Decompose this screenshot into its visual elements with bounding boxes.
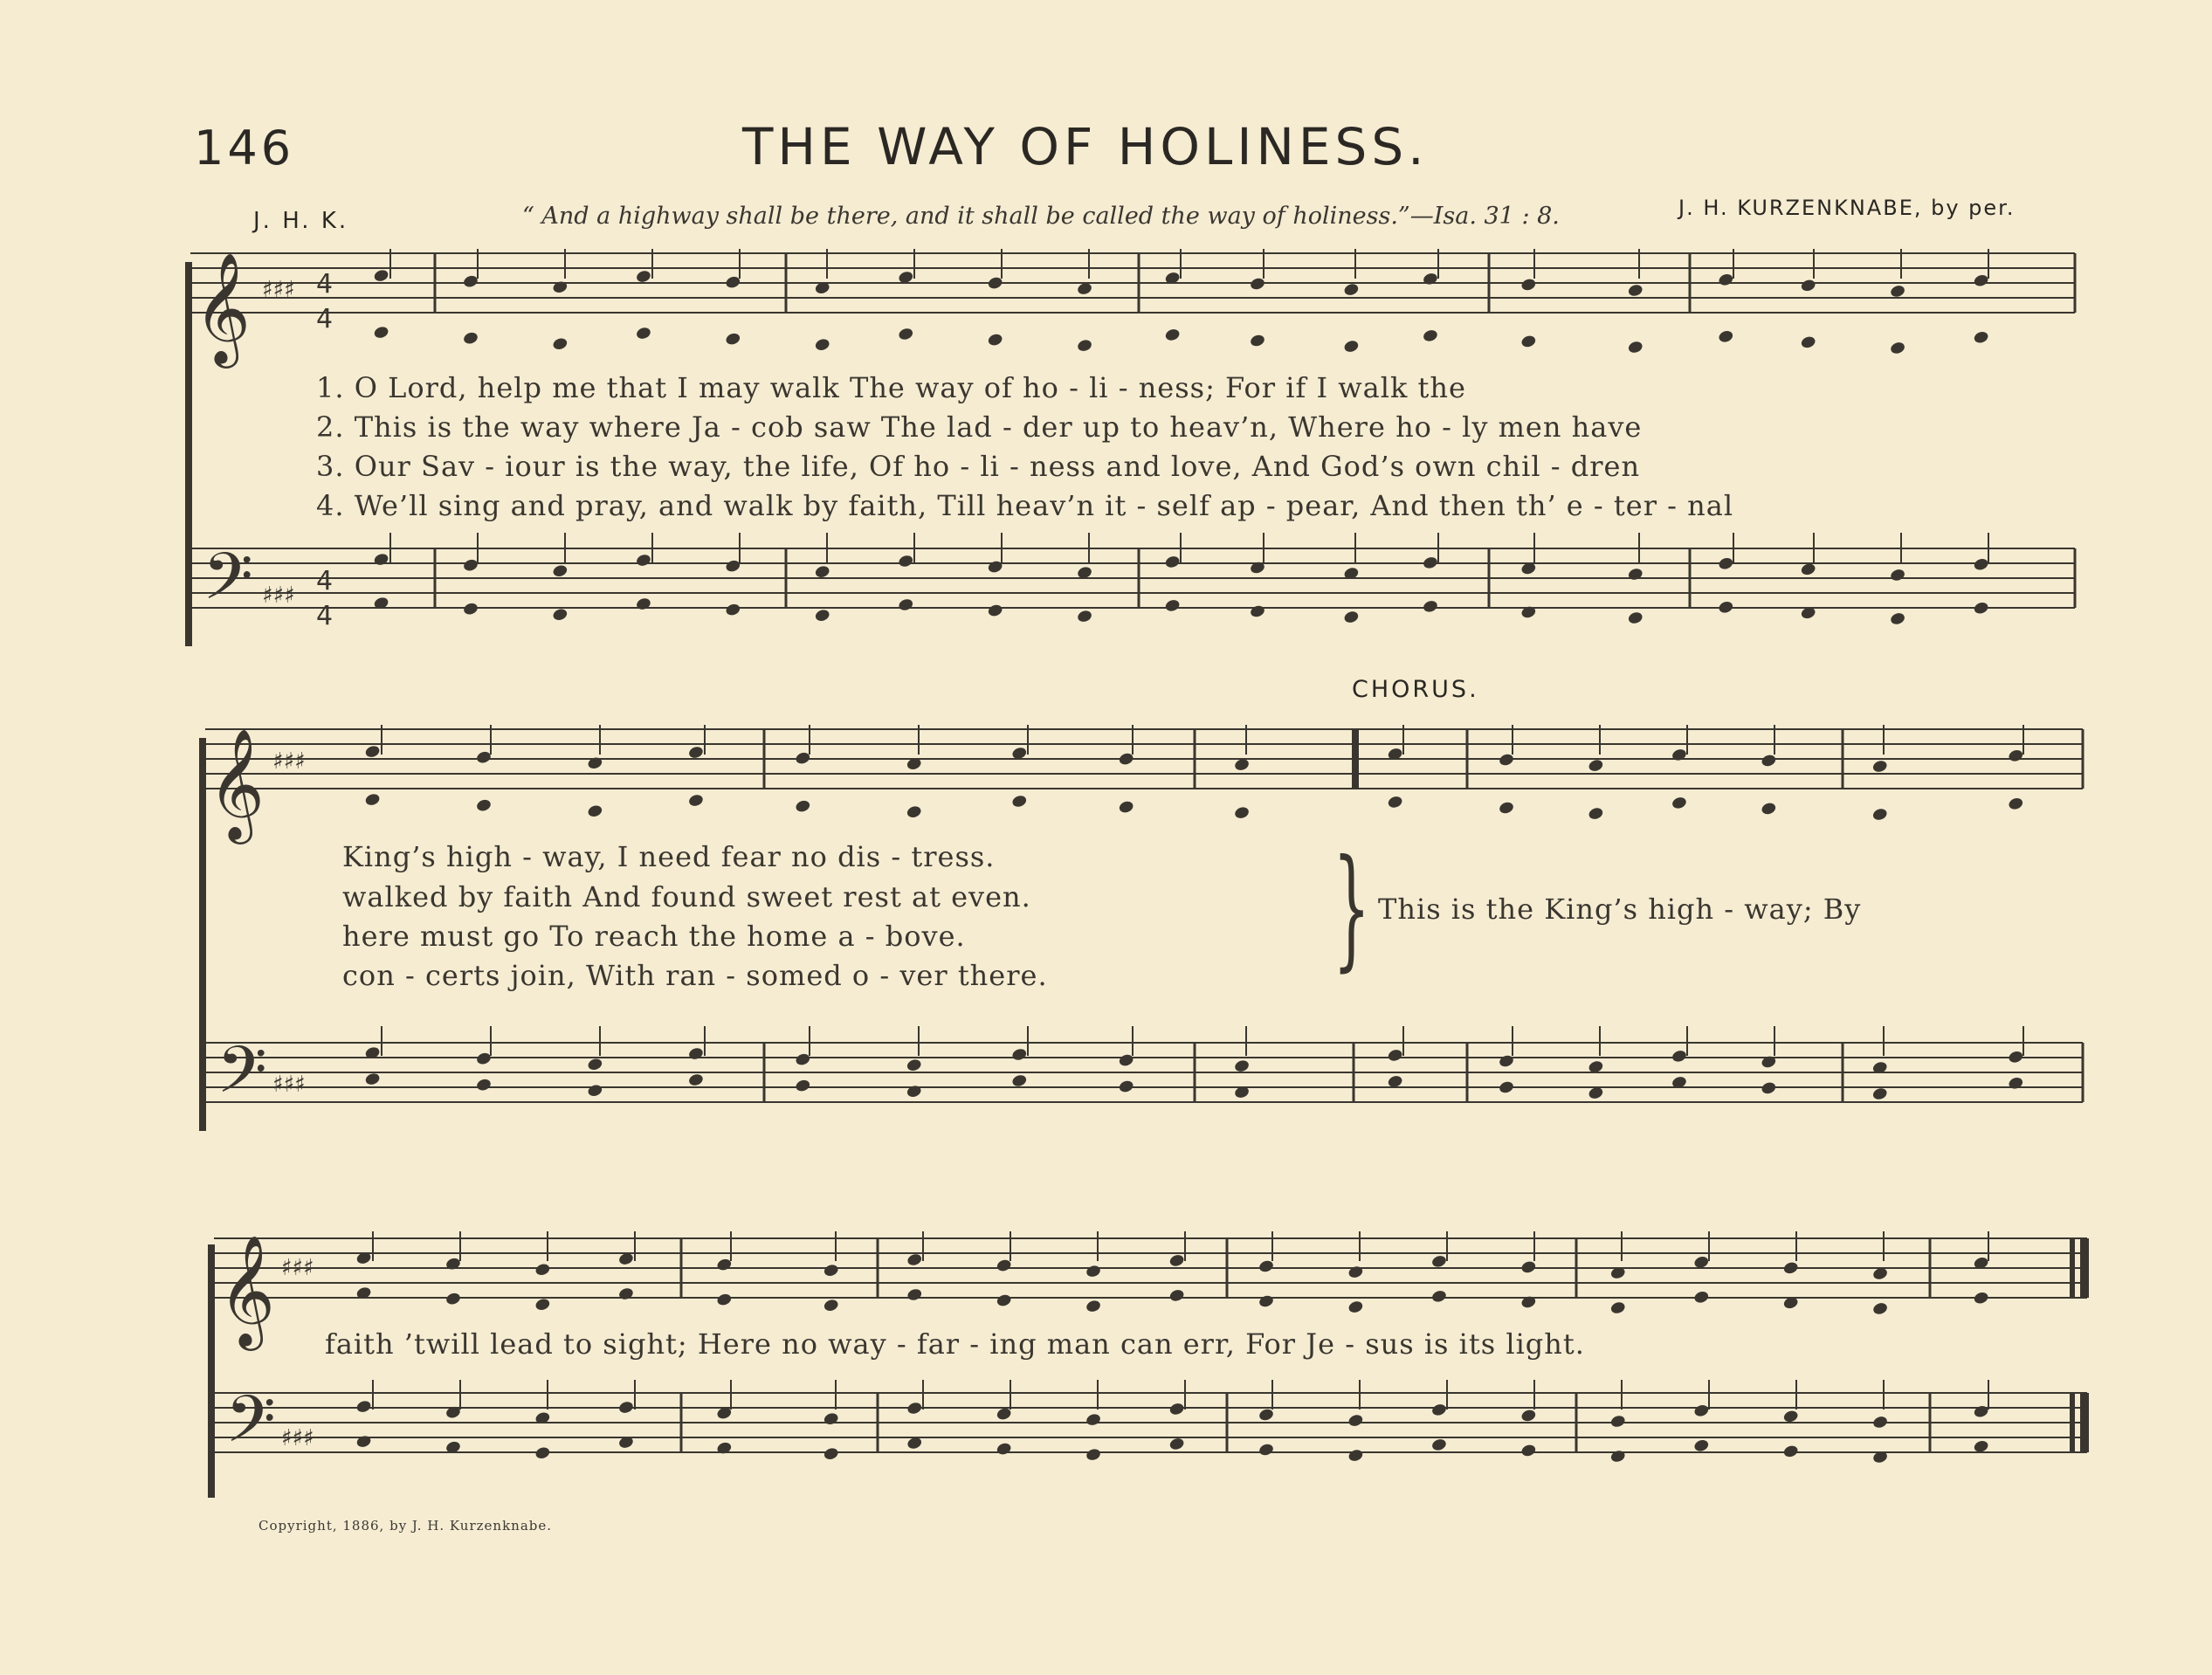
scripture-epigraph: “ And a highway shall be there, and it shall be called the way of holiness.”—Isa. 31 : 8. [522, 203, 1560, 230]
note-head [814, 337, 830, 352]
note-head [534, 1445, 551, 1460]
note-head [364, 1072, 381, 1086]
note-head [1258, 1443, 1274, 1458]
verse-3-line: 3. Our Sav - iour is the way, the life, Of ho - li - ness and love, And God’s own chil - dren [316, 450, 1641, 483]
note-head [2008, 1050, 2024, 1065]
note-head [1164, 327, 1181, 342]
note-head [1168, 1288, 1185, 1303]
copyright-notice: Copyright, 1886, by J. H. Kurzenknabe. [258, 1518, 553, 1534]
note-head [1973, 1404, 1989, 1419]
time-signature: 4 [316, 304, 334, 334]
note-head [716, 1292, 733, 1307]
note-head [587, 1057, 603, 1072]
note-head [635, 326, 651, 341]
note-head [373, 268, 389, 283]
note-head [1520, 1444, 1537, 1458]
note-head [462, 274, 479, 289]
note-head [1871, 759, 1888, 774]
note-head [1347, 1413, 1364, 1428]
final-bar-line [2080, 1393, 2089, 1452]
note-head [2008, 748, 2024, 763]
note-head [898, 597, 914, 612]
note-head [462, 558, 479, 573]
repeat-bar [1352, 729, 1359, 789]
note-head [475, 750, 492, 765]
note-head [906, 804, 922, 819]
bass-clef-icon: 𝄢 [203, 539, 253, 631]
note-head [1872, 1415, 1889, 1430]
note-head [1588, 806, 1604, 821]
key-signature-sharps: ♯♯♯ [281, 1425, 314, 1451]
note-head [355, 1399, 372, 1414]
composer-credit: J. H. KURZENKNABE, by per. [1678, 196, 2016, 220]
final-bar-line [2070, 1393, 2075, 1452]
note-head [364, 744, 381, 759]
note-head [1973, 273, 1989, 288]
page-number: 146 [194, 121, 295, 176]
system-1-brace-bar [185, 262, 192, 646]
note-head [1011, 794, 1028, 809]
note-head [1872, 1301, 1889, 1316]
time-signature: 4 [316, 566, 334, 596]
note-head [1627, 610, 1643, 625]
key-signature-sharps: ♯♯♯ [281, 1255, 314, 1281]
note-head [1249, 604, 1265, 619]
note-head [906, 1287, 923, 1302]
note-head [444, 1257, 461, 1272]
note-head [1609, 1414, 1626, 1429]
note-head [1347, 1448, 1364, 1463]
page-title: THE WAY OF HOLINESS. [742, 117, 1429, 176]
verse-1-continuation: King’s high - way, I need fear no dis - tress. [342, 840, 996, 873]
system-3-brace-bar [208, 1244, 215, 1498]
note-head [552, 336, 569, 351]
note-head [1520, 278, 1537, 293]
note-head [1118, 1079, 1134, 1094]
note-head [1430, 1289, 1447, 1304]
note-head [1430, 1403, 1447, 1417]
key-signature-sharps: ♯♯♯ [262, 582, 295, 609]
note-head [587, 755, 603, 770]
note-head [795, 1079, 811, 1093]
note-head [823, 1263, 839, 1278]
note-head [906, 1401, 923, 1416]
note-head [687, 1046, 704, 1061]
note-head [1011, 1073, 1028, 1088]
note-head [1718, 600, 1734, 615]
note-head [1498, 801, 1514, 816]
note-head [1627, 283, 1643, 298]
note-head [1973, 1291, 1989, 1306]
note-head [617, 1286, 634, 1301]
note-head [462, 602, 479, 617]
verse-4-continuation: con - certs join, With ran - somed o - ver there. [342, 959, 1048, 992]
note-head [1890, 568, 1906, 582]
note-head [687, 745, 704, 760]
note-head [1671, 796, 1687, 810]
key-signature-sharps: ♯♯♯ [272, 1072, 306, 1098]
note-head [1422, 555, 1438, 570]
note-head [823, 1446, 839, 1461]
note-head [1871, 1086, 1888, 1101]
note-head [1343, 610, 1360, 624]
note-head [1118, 800, 1134, 815]
note-head [1800, 335, 1816, 350]
verse-brace: } [1333, 832, 1371, 984]
note-head [725, 603, 741, 617]
note-head [1164, 555, 1181, 569]
note-head [1011, 1047, 1028, 1062]
system-2-brace-bar [199, 738, 206, 1131]
final-bar-line [2080, 1238, 2089, 1298]
note-head [1782, 1261, 1799, 1276]
time-signature: 4 [316, 269, 334, 300]
note-head [1498, 753, 1514, 768]
note-head [1671, 748, 1687, 762]
note-head [1718, 272, 1734, 287]
note-head [2008, 1076, 2024, 1091]
final-bar-line [2070, 1238, 2075, 1298]
note-head [1085, 1412, 1101, 1427]
note-head [1782, 1444, 1799, 1459]
note-head [2008, 796, 2024, 811]
lyricist-credit: J. H. K. [253, 208, 349, 234]
note-head [1387, 795, 1403, 810]
note-head [1609, 1449, 1626, 1464]
note-head [1782, 1410, 1799, 1424]
note-head [552, 279, 569, 294]
note-head [1890, 284, 1906, 299]
note-head [587, 803, 603, 818]
note-head [1422, 328, 1438, 343]
note-head [1890, 341, 1906, 355]
note-head [1588, 758, 1604, 773]
note-head [906, 1084, 922, 1099]
note-head [1973, 330, 1989, 345]
bass-clef-icon: 𝄢 [217, 1032, 267, 1124]
verse-2-line: 2. This is the way where Ja - cob saw The lad - der up to heav’n, Where ho - ly men have [316, 410, 1643, 444]
note-head [1085, 1264, 1101, 1279]
note-head [1347, 1265, 1364, 1279]
note-head [823, 1411, 839, 1426]
note-head [1085, 1447, 1101, 1462]
note-head [1973, 601, 1989, 616]
note-head [1693, 1403, 1710, 1418]
note-head [1718, 329, 1734, 344]
note-head [987, 603, 1003, 618]
note-head [1498, 1080, 1514, 1095]
verse-3-continuation: here must go To reach the home a - bove. [342, 920, 966, 953]
note-head [444, 1292, 461, 1306]
time-signature: 4 [316, 601, 334, 631]
note-head [1347, 1299, 1364, 1314]
note-head [823, 1298, 839, 1313]
key-signature-sharps: ♯♯♯ [262, 277, 295, 303]
note-head [1718, 556, 1734, 571]
note-head [475, 1078, 492, 1093]
note-head [534, 1297, 551, 1312]
note-head [635, 596, 651, 611]
note-head [617, 1400, 634, 1415]
note-head [1168, 1402, 1185, 1417]
note-head [475, 1051, 492, 1066]
note-head [1076, 609, 1092, 624]
note-head [1693, 1290, 1710, 1305]
note-head [1422, 272, 1438, 286]
verse-2-continuation: walked by faith And found sweet rest at even. [342, 880, 1031, 913]
note-head [1671, 1049, 1687, 1064]
note-head [906, 1252, 923, 1267]
note-head [1498, 1054, 1514, 1069]
note-head [1249, 277, 1265, 292]
note-head [1249, 334, 1265, 348]
note-head [1627, 567, 1643, 582]
note-head [906, 1058, 922, 1072]
note-head [635, 269, 651, 284]
note-head [996, 1442, 1012, 1457]
treble-clef-icon: 𝄞 [218, 1234, 276, 1346]
note-head [1890, 611, 1906, 626]
treble-clef-icon: 𝄞 [208, 727, 265, 839]
note-head [1422, 599, 1438, 614]
note-head [355, 1434, 372, 1449]
note-head [1800, 279, 1816, 293]
note-head [1258, 1259, 1274, 1274]
note-head [1168, 1253, 1185, 1268]
note-head [996, 1293, 1012, 1308]
note-head [1387, 1048, 1403, 1063]
note-head [1761, 802, 1777, 817]
note-head [898, 554, 914, 569]
note-head [1761, 1081, 1777, 1096]
note-head [1430, 1437, 1447, 1452]
note-head [1164, 598, 1181, 613]
note-head [987, 333, 1003, 348]
note-head [373, 325, 389, 340]
verse-4-line: 4. We’ll sing and pray, and walk by faith, Till heav’n it - self ap - pear, And then th’ e - ter - nal [316, 489, 1734, 522]
note-head [1520, 1260, 1537, 1275]
note-head [635, 553, 651, 568]
note-head [795, 799, 811, 814]
note-head [1343, 339, 1360, 354]
note-head [814, 608, 830, 623]
note-head [552, 607, 569, 622]
chorus-lyric-line-2: faith ’twill lead to sight; Here no way - far - ing man can err, For Je - sus is its light. [325, 1327, 1585, 1361]
note-head [1627, 340, 1643, 355]
note-head [1693, 1438, 1710, 1453]
note-head [1871, 807, 1888, 822]
note-head [1973, 557, 1989, 572]
note-head [1609, 1300, 1626, 1315]
key-signature-sharps: ♯♯♯ [272, 748, 306, 775]
note-head [552, 563, 569, 578]
note-head [1258, 1294, 1274, 1309]
bass-clef-icon: 𝄢 [225, 1382, 276, 1473]
note-head [1168, 1437, 1185, 1451]
note-head [1258, 1408, 1274, 1423]
note-head [534, 1262, 551, 1277]
note-head [687, 1072, 704, 1087]
chorus-lyric-line-1: This is the King’s high - way; By [1378, 893, 1862, 926]
note-head [1085, 1299, 1101, 1313]
note-head [898, 327, 914, 341]
note-head [1076, 338, 1092, 353]
note-head [475, 798, 492, 813]
note-head [1761, 754, 1777, 769]
verse-1-line: 1. O Lord, help me that I may walk The way of ho - li - ness; For if I walk the [316, 371, 1466, 404]
note-head [462, 331, 479, 346]
note-head [1233, 1058, 1250, 1073]
chorus-label: CHORUS. [1352, 676, 1479, 703]
note-head [814, 564, 830, 579]
note-head [725, 332, 741, 347]
note-head [373, 552, 389, 567]
note-head [687, 793, 704, 808]
note-head [1800, 562, 1816, 577]
note-head [1430, 1254, 1447, 1269]
treble-clef-icon: 𝄞 [194, 252, 252, 363]
note-head [1520, 334, 1537, 349]
note-head [1233, 805, 1250, 820]
note-head [1520, 1409, 1537, 1423]
note-head [364, 792, 381, 807]
note-head [587, 1083, 603, 1098]
note-head [1343, 282, 1360, 297]
